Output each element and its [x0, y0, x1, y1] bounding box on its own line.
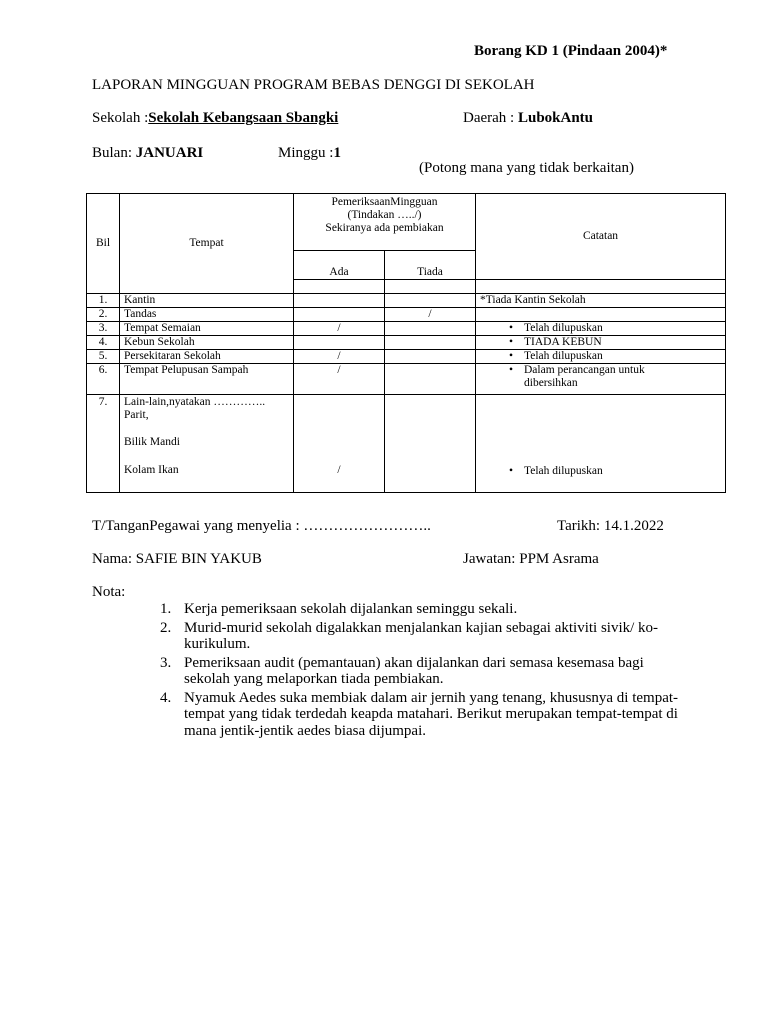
row-catatan [476, 364, 726, 395]
header-bil: Bil [87, 194, 120, 294]
district-value: LubokAntu [517, 110, 594, 126]
header-spacer [476, 280, 726, 294]
table-row [87, 308, 726, 322]
row-catatan [476, 395, 726, 493]
row-catatan [476, 308, 726, 322]
note-number: 1. [160, 601, 172, 617]
month-label: Bulan: [92, 145, 136, 161]
week-value: 1 [333, 145, 341, 161]
bullet-icon: • [508, 364, 514, 376]
table-row [87, 364, 726, 395]
bullet-icon: • [508, 336, 514, 348]
row-ada: / [294, 395, 385, 493]
school-field [92, 110, 338, 127]
row-tempat: Tempat Semaian [120, 322, 294, 336]
row7-line4: Kolam Ikan [124, 464, 179, 476]
header-spacer [294, 280, 385, 294]
bullet-icon: • [508, 322, 514, 334]
district-field [463, 110, 593, 127]
header-pemeriksaan-line1: PemeriksaanMingguan [331, 196, 438, 208]
row-bil: 4. [87, 336, 120, 350]
row-ada: / [294, 364, 385, 395]
row-tempat: Kebun Sekolah [120, 336, 294, 350]
inspection-table [86, 193, 726, 493]
row-tiada [385, 322, 476, 336]
row-ada: / [294, 350, 385, 364]
row-catatan-text: Telah dilupuskan [524, 350, 603, 362]
table-row [87, 395, 726, 493]
row-catatan-text: Dalam perancangan untuk dibersihkan [524, 364, 645, 389]
position-field [463, 551, 599, 568]
row-tempat: Persekitaran Sekolah [120, 350, 294, 364]
row-bil: 5. [87, 350, 120, 364]
list-item [160, 690, 680, 740]
row-catatan: *Tiada Kantin Sekolah [476, 294, 726, 308]
list-item [160, 655, 680, 688]
bullet-icon: • [508, 350, 514, 362]
table-row [87, 294, 726, 308]
header-pemeriksaan [294, 194, 476, 251]
month-field [92, 145, 203, 162]
table-row [87, 336, 726, 350]
month-value: JANUARI [135, 145, 204, 161]
school-label: Sekolah : [92, 110, 149, 126]
row-catatan [476, 322, 726, 336]
header-ada: Ada [294, 251, 385, 280]
row-tiada [385, 395, 476, 493]
row-catatan-text: TIADA KEBUN [524, 336, 602, 348]
row-tiada [385, 294, 476, 308]
row-catatan-text: Telah dilupuskan [524, 322, 603, 334]
row-tiada [385, 350, 476, 364]
row7-line1: Lain-lain,nyatakan ………….. [124, 396, 266, 408]
row-bil: 2. [87, 308, 120, 322]
header-catatan: Catatan [476, 194, 726, 280]
notes-list [160, 601, 680, 741]
row-bil: 6. [87, 364, 120, 395]
note-text: Murid-murid sekolah digalakkan menjalankan kajian sebagai aktiviti sivik/ ko-kurikulum. [184, 619, 659, 652]
row-bil: 1. [87, 294, 120, 308]
header-tiada: Tiada [385, 251, 476, 280]
district-label: Daerah : [463, 110, 518, 126]
form-code: Borang KD 1 (Pindaan 2004)* [474, 43, 668, 59]
row-tiada [385, 364, 476, 395]
row-catatan [476, 350, 726, 364]
note-text: Nyamuk Aedes suka membiak dalam air jernih yang tenang, khususnya di tempat-tempat yang tidak terdedah keapda matahari. Berikut merupakan tempat-tempat di mana jentik-jentik aedes biasa dijumpai. [184, 689, 679, 739]
position-value: PPM Asrama [519, 551, 599, 567]
position-label: Jawatan: [463, 551, 520, 567]
school-value: Sekolah Kebangsaan Sbangki [148, 110, 339, 126]
page-title: LAPORAN MINGGUAN PROGRAM BEBAS DENGGI DI SEKOLAH [92, 77, 535, 93]
strike-note: (Potong mana yang tidak berkaitan) [419, 160, 634, 176]
row-ada [294, 336, 385, 350]
note-number: 4. [160, 689, 172, 706]
row-tiada [385, 336, 476, 350]
header-pemeriksaan-line2: (Tindakan …../) [347, 209, 422, 221]
row-tempat: Kantin [120, 294, 294, 308]
row-tempat [120, 395, 294, 493]
name-field [92, 551, 262, 568]
note-text: Pemeriksaan audit (pemantauan) akan dijalankan dari semasa kesemasa bagi sekolah yang melaporkan tiada pembiakan. [184, 654, 644, 687]
note-number: 3. [160, 654, 172, 671]
header-pemeriksaan-line3: Sekiranya ada pembiakan [325, 222, 444, 234]
note-text: Kerja pemeriksaan sekolah dijalankan seminggu sekali. [184, 601, 518, 617]
table-row [87, 350, 726, 364]
notes-heading: Nota: [92, 584, 126, 600]
date-label: Tarikh: [557, 518, 604, 534]
note-number: 2. [160, 619, 172, 636]
signature-line: T/TanganPegawai yang menyelia : …………………….. [92, 518, 431, 534]
row-ada [294, 294, 385, 308]
row-tempat: Tempat Pelupusan Sampah [120, 364, 294, 395]
table-row [87, 322, 726, 336]
header-spacer [385, 280, 476, 294]
row-catatan [476, 336, 726, 350]
header-tempat: Tempat [120, 194, 294, 294]
bullet-icon: • [508, 465, 514, 477]
row-ada [294, 308, 385, 322]
row-catatan-text: Telah dilupuskan [524, 465, 603, 477]
list-item [160, 620, 680, 653]
date-value: 14.1.2022 [603, 518, 664, 534]
row-bil: 3. [87, 322, 120, 336]
list-item [160, 601, 680, 618]
row7-line2: Parit, [124, 409, 149, 421]
row-ada: / [294, 322, 385, 336]
row7-line3: Bilik Mandi [124, 436, 180, 448]
week-field [278, 145, 341, 162]
row-tiada: / [385, 308, 476, 322]
name-value: SAFIE BIN YAKUB [135, 551, 262, 567]
row-tempat: Tandas [120, 308, 294, 322]
week-label: Minggu : [278, 145, 334, 161]
name-label: Nama: [92, 551, 136, 567]
row-bil: 7. [87, 395, 120, 493]
date-field [557, 518, 664, 535]
